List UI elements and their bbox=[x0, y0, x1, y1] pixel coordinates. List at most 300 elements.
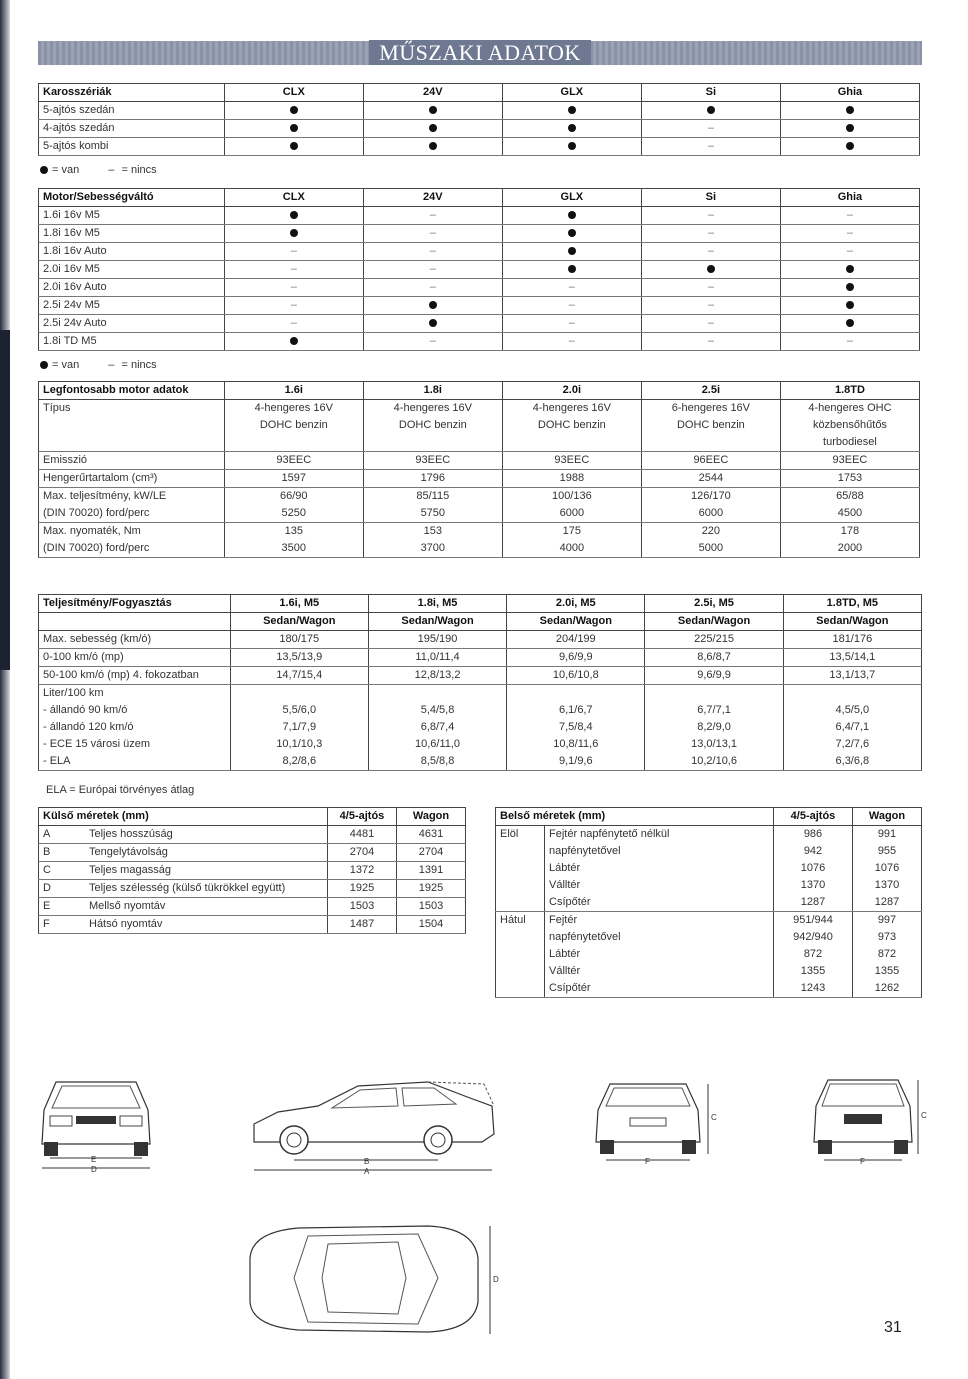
row-label: napfénytetővel bbox=[545, 929, 774, 946]
table-cell: 1487 bbox=[328, 916, 397, 934]
row-label: Válltér bbox=[545, 877, 774, 894]
row-group: Hátul bbox=[496, 912, 545, 930]
table-row bbox=[39, 400, 920, 418]
available-dot-icon bbox=[568, 142, 576, 150]
column-header: Külső méretek (mm) bbox=[39, 808, 328, 826]
column-header: CLX bbox=[224, 189, 363, 207]
row-label: Max. teljesítmény, kW/LE bbox=[39, 488, 225, 506]
table-row bbox=[496, 963, 922, 980]
table-row bbox=[39, 243, 920, 261]
table-row bbox=[39, 649, 922, 667]
table-cell bbox=[363, 138, 502, 156]
table-row bbox=[496, 912, 922, 930]
table-cell: 13,0/13,1 bbox=[645, 736, 783, 753]
available-dot-icon bbox=[846, 301, 854, 309]
table-cell: 1753 bbox=[780, 470, 919, 488]
table-row bbox=[496, 860, 922, 877]
table-cell bbox=[224, 297, 363, 315]
car-front-diagram bbox=[36, 1070, 156, 1176]
table-cell bbox=[641, 225, 780, 243]
available-dot-icon bbox=[707, 106, 715, 114]
car-side-diagram bbox=[248, 1072, 500, 1182]
row-group bbox=[496, 980, 545, 998]
table-cell bbox=[641, 207, 780, 225]
table-row bbox=[39, 736, 922, 753]
column-header: Si bbox=[641, 84, 780, 102]
table-cell bbox=[780, 333, 919, 351]
available-dot-icon bbox=[290, 211, 298, 219]
row-label: Emisszió bbox=[39, 452, 225, 470]
row-group bbox=[496, 894, 545, 912]
diagram-label-f: F bbox=[860, 1157, 865, 1166]
column-header: 4/5-ajtós bbox=[774, 808, 853, 826]
table-cell: 6,7/7,1 bbox=[645, 702, 783, 719]
not-available-dash: – bbox=[846, 209, 853, 221]
dimension-code: D bbox=[39, 880, 86, 898]
row-label: Csípőtér bbox=[545, 980, 774, 998]
not-available-dash: – bbox=[846, 227, 853, 239]
table-cell: 10,1/10,3 bbox=[230, 736, 368, 753]
table-cell bbox=[780, 279, 919, 297]
available-dot-icon bbox=[707, 265, 715, 273]
table-cell: 9,6/9,9 bbox=[645, 667, 783, 685]
table-cell: 93EEC bbox=[224, 452, 363, 470]
row-label: - ECE 15 városi üzem bbox=[39, 736, 231, 753]
available-dot-icon bbox=[290, 229, 298, 237]
table-cell: 942/940 bbox=[774, 929, 853, 946]
dot-icon bbox=[40, 166, 48, 174]
row-group bbox=[496, 946, 545, 963]
available-dot-icon bbox=[846, 319, 854, 327]
table-cell: 986 bbox=[774, 826, 853, 844]
not-available-dash: – bbox=[707, 209, 714, 221]
table-cell: 5,5/6,0 bbox=[230, 702, 368, 719]
row-group bbox=[496, 843, 545, 860]
row-label: - ELA bbox=[39, 753, 231, 771]
table-cell bbox=[363, 333, 502, 351]
table-cell bbox=[641, 297, 780, 315]
table-cell bbox=[780, 261, 919, 279]
table-cell: 10,8/11,6 bbox=[507, 736, 645, 753]
not-available-dash: – bbox=[429, 335, 436, 347]
dimension-label: Teljes szélesség (külső tükrökkel együtt) bbox=[85, 880, 328, 898]
table-row bbox=[39, 916, 466, 934]
dimension-label: Tengelytávolság bbox=[85, 844, 328, 862]
legend-dash: – bbox=[108, 164, 115, 176]
table-cell bbox=[230, 685, 368, 703]
available-dot-icon bbox=[846, 265, 854, 273]
table-row bbox=[39, 120, 920, 138]
page-edge-strip bbox=[0, 0, 10, 1379]
table-cell: 1355 bbox=[853, 963, 922, 980]
table-row bbox=[39, 719, 922, 736]
performance-table bbox=[38, 594, 922, 771]
table-cell: 991 bbox=[853, 826, 922, 844]
table-cell: DOHC benzin bbox=[641, 417, 780, 434]
table-row bbox=[496, 877, 922, 894]
table-cell: 4-hengeres OHC bbox=[780, 400, 919, 418]
table-cell: 1355 bbox=[774, 963, 853, 980]
table-cell: 1370 bbox=[853, 877, 922, 894]
row-label: - állandó 90 km/ó bbox=[39, 702, 231, 719]
legend-dash: – bbox=[108, 359, 115, 371]
table-cell: 4-hengeres 16V bbox=[224, 400, 363, 418]
table-cell bbox=[780, 243, 919, 261]
legend-dot-text: = van bbox=[52, 164, 80, 176]
table-row bbox=[496, 946, 922, 963]
not-available-dash: – bbox=[707, 227, 714, 239]
row-label: 2.5i 24v Auto bbox=[39, 315, 225, 333]
table-cell bbox=[502, 225, 641, 243]
diagram-label-a: A bbox=[364, 1167, 370, 1176]
available-dot-icon bbox=[290, 142, 298, 150]
table-cell bbox=[780, 207, 919, 225]
table-cell bbox=[641, 333, 780, 351]
table-cell bbox=[502, 261, 641, 279]
column-subheader: Sedan/Wagon bbox=[368, 613, 506, 631]
not-available-dash: – bbox=[290, 317, 297, 329]
table-cell: 2544 bbox=[641, 470, 780, 488]
table-cell: 8,5/8,8 bbox=[368, 753, 506, 771]
table-cell bbox=[363, 261, 502, 279]
not-available-dash: – bbox=[429, 263, 436, 275]
table-cell: 4481 bbox=[328, 826, 397, 844]
available-dot-icon bbox=[568, 247, 576, 255]
table-cell bbox=[224, 102, 363, 120]
table-cell bbox=[783, 685, 921, 703]
table-cell: 6,8/7,4 bbox=[368, 719, 506, 736]
table-row bbox=[39, 505, 920, 523]
table-row bbox=[39, 452, 920, 470]
table-cell: 4,5/5,0 bbox=[783, 702, 921, 719]
dimension-code: E bbox=[39, 898, 86, 916]
table-cell bbox=[780, 315, 919, 333]
table-cell: 2000 bbox=[780, 540, 919, 558]
table-cell: 9,6/9,9 bbox=[507, 649, 645, 667]
car-rear-diagram bbox=[588, 1078, 718, 1172]
table-cell: 6,3/6,8 bbox=[783, 753, 921, 771]
table-cell: 9,1/9,6 bbox=[507, 753, 645, 771]
table-cell bbox=[780, 138, 919, 156]
table-cell: 96EEC bbox=[641, 452, 780, 470]
table-row bbox=[39, 138, 920, 156]
dimension-code: C bbox=[39, 862, 86, 880]
table-cell: 5000 bbox=[641, 540, 780, 558]
table-cell: 8,6/8,7 bbox=[645, 649, 783, 667]
table-row bbox=[39, 826, 466, 844]
table-cell: 4500 bbox=[780, 505, 919, 523]
available-dot-icon bbox=[846, 142, 854, 150]
column-header: Karosszériák bbox=[39, 84, 225, 102]
engine-table bbox=[38, 188, 920, 351]
column-header: Ghia bbox=[780, 189, 919, 207]
row-label: Lábtér bbox=[545, 860, 774, 877]
available-dot-icon bbox=[568, 265, 576, 273]
table-cell bbox=[224, 315, 363, 333]
table-cell bbox=[641, 102, 780, 120]
not-available-dash: – bbox=[568, 335, 575, 347]
column-header: 1.8TD, M5 bbox=[783, 595, 921, 613]
available-dot-icon bbox=[568, 229, 576, 237]
table-cell bbox=[502, 315, 641, 333]
table-row bbox=[39, 333, 920, 351]
table-cell bbox=[780, 102, 919, 120]
table-cell: 8,2/9,0 bbox=[645, 719, 783, 736]
table-cell bbox=[502, 333, 641, 351]
available-dot-icon bbox=[429, 301, 437, 309]
column-header: CLX bbox=[224, 84, 363, 102]
table-cell: 1597 bbox=[224, 470, 363, 488]
table-cell: 1243 bbox=[774, 980, 853, 998]
available-dot-icon bbox=[846, 106, 854, 114]
not-available-dash: – bbox=[290, 245, 297, 257]
table-cell bbox=[224, 434, 363, 452]
column-header: 1.6i bbox=[224, 382, 363, 400]
table-row bbox=[39, 880, 466, 898]
dimension-code: F bbox=[39, 916, 86, 934]
table-cell: 1796 bbox=[363, 470, 502, 488]
table-cell: 5750 bbox=[363, 505, 502, 523]
table-cell: 11,0/11,4 bbox=[368, 649, 506, 667]
table-row bbox=[39, 297, 920, 315]
row-label: Csípőtér bbox=[545, 894, 774, 912]
dimension-label: Teljes hosszúság bbox=[85, 826, 328, 844]
interior-dimensions-table bbox=[495, 807, 922, 998]
table-cell: 13,1/13,7 bbox=[783, 667, 921, 685]
motor-data-table bbox=[38, 381, 920, 558]
not-available-dash: – bbox=[846, 245, 853, 257]
not-available-dash: – bbox=[568, 281, 575, 293]
table-cell bbox=[641, 120, 780, 138]
not-available-dash: – bbox=[707, 281, 714, 293]
table-row bbox=[39, 540, 920, 558]
table-cell: 100/136 bbox=[502, 488, 641, 506]
not-available-dash: – bbox=[290, 263, 297, 275]
table-cell: 872 bbox=[774, 946, 853, 963]
table-cell: 4000 bbox=[502, 540, 641, 558]
column-header: 1.8TD bbox=[780, 382, 919, 400]
table-cell bbox=[507, 685, 645, 703]
diagram-label-c: C bbox=[921, 1111, 927, 1120]
row-label: Fejtér napfénytető nélkül bbox=[545, 826, 774, 844]
table-row bbox=[39, 523, 920, 541]
available-dot-icon bbox=[429, 319, 437, 327]
row-label: Hengerűrtartalom (cm³) bbox=[39, 470, 225, 488]
table-cell bbox=[224, 207, 363, 225]
available-dot-icon bbox=[429, 124, 437, 132]
table-cell bbox=[363, 315, 502, 333]
column-header: Si bbox=[641, 189, 780, 207]
row-label bbox=[39, 417, 225, 434]
engine-legend bbox=[40, 359, 157, 371]
table-cell: 8,2/8,6 bbox=[230, 753, 368, 771]
table-row bbox=[496, 826, 922, 844]
table-cell bbox=[363, 207, 502, 225]
dimension-code: B bbox=[39, 844, 86, 862]
legend-dash-text: = nincs bbox=[121, 359, 157, 371]
table-cell: 1076 bbox=[853, 860, 922, 877]
body-style-table bbox=[38, 83, 920, 156]
table-cell: 5250 bbox=[224, 505, 363, 523]
table-cell bbox=[224, 261, 363, 279]
table-row bbox=[496, 843, 922, 860]
table-cell: 93EEC bbox=[780, 452, 919, 470]
available-dot-icon bbox=[290, 106, 298, 114]
row-label: 1.6i 16v M5 bbox=[39, 207, 225, 225]
table-cell: 10,6/10,8 bbox=[507, 667, 645, 685]
table-cell: 942 bbox=[774, 843, 853, 860]
page-title: MŰSZAKI ADATOK bbox=[369, 40, 591, 65]
table-cell: 2704 bbox=[328, 844, 397, 862]
table-cell: 1504 bbox=[397, 916, 466, 934]
table-cell: DOHC benzin bbox=[502, 417, 641, 434]
table-cell: 13,5/14,1 bbox=[783, 649, 921, 667]
table-cell: 1287 bbox=[853, 894, 922, 912]
table-cell bbox=[641, 434, 780, 452]
dimension-code: A bbox=[39, 826, 86, 844]
table-cell bbox=[645, 685, 783, 703]
column-header: Belső méretek (mm) bbox=[496, 808, 774, 826]
row-label: Fejtér bbox=[545, 912, 774, 930]
column-header: 1.6i, M5 bbox=[230, 595, 368, 613]
available-dot-icon bbox=[290, 124, 298, 132]
not-available-dash: – bbox=[568, 317, 575, 329]
table-cell: 153 bbox=[363, 523, 502, 541]
column-header: 2.5i, M5 bbox=[645, 595, 783, 613]
table-cell: 7,5/8,4 bbox=[507, 719, 645, 736]
diagram-label-c: C bbox=[711, 1113, 717, 1122]
table-cell: 1370 bbox=[774, 877, 853, 894]
table-cell: 955 bbox=[853, 843, 922, 860]
column-header: 2.5i bbox=[641, 382, 780, 400]
ela-note: ELA = Európai törvényes átlag bbox=[46, 784, 195, 796]
table-cell: közbensőhűtős bbox=[780, 417, 919, 434]
table-cell bbox=[363, 279, 502, 297]
diagram-label-e: E bbox=[91, 1155, 97, 1164]
row-group bbox=[496, 929, 545, 946]
column-subheader: Sedan/Wagon bbox=[507, 613, 645, 631]
table-cell bbox=[502, 434, 641, 452]
table-cell: 10,6/11,0 bbox=[368, 736, 506, 753]
table-cell: 1372 bbox=[328, 862, 397, 880]
table-cell: 13,5/13,9 bbox=[230, 649, 368, 667]
table-row bbox=[39, 207, 920, 225]
column-header: 2.0i, M5 bbox=[507, 595, 645, 613]
table-row bbox=[39, 417, 920, 434]
table-row bbox=[39, 434, 920, 452]
table-cell: 220 bbox=[641, 523, 780, 541]
table-cell: 4-hengeres 16V bbox=[502, 400, 641, 418]
table-cell: DOHC benzin bbox=[224, 417, 363, 434]
column-header: 24V bbox=[363, 84, 502, 102]
column-header: 1.8i bbox=[363, 382, 502, 400]
table-cell: DOHC benzin bbox=[363, 417, 502, 434]
diagram-label-d: D bbox=[91, 1165, 97, 1174]
table-row bbox=[39, 667, 922, 685]
table-cell bbox=[641, 261, 780, 279]
column-subheader: Sedan/Wagon bbox=[645, 613, 783, 631]
table-cell bbox=[502, 138, 641, 156]
diagram-label-b: B bbox=[364, 1157, 370, 1166]
row-label: 50-100 km/ó (mp) 4. fokozatban bbox=[39, 667, 231, 685]
column-header: 1.8i, M5 bbox=[368, 595, 506, 613]
table-cell bbox=[224, 243, 363, 261]
row-label: 2.5i 24v M5 bbox=[39, 297, 225, 315]
table-row bbox=[39, 898, 466, 916]
table-cell: 1076 bbox=[774, 860, 853, 877]
dot-icon bbox=[40, 361, 48, 369]
wagon-rear-diagram bbox=[806, 1076, 930, 1172]
available-dot-icon bbox=[846, 283, 854, 291]
dimension-label: Hátsó nyomtáv bbox=[85, 916, 328, 934]
row-label: 1.8i 16v M5 bbox=[39, 225, 225, 243]
table-cell: 181/176 bbox=[783, 631, 921, 649]
column-header: Ghia bbox=[780, 84, 919, 102]
table-row bbox=[39, 102, 920, 120]
table-cell bbox=[502, 207, 641, 225]
row-label: (DIN 70020) ford/perc bbox=[39, 505, 225, 523]
column-header: 2.0i bbox=[502, 382, 641, 400]
column-header: Wagon bbox=[397, 808, 466, 826]
not-available-dash: – bbox=[846, 335, 853, 347]
table-cell bbox=[502, 279, 641, 297]
not-available-dash: – bbox=[429, 209, 436, 221]
table-cell: 180/175 bbox=[230, 631, 368, 649]
table-cell: 3700 bbox=[363, 540, 502, 558]
row-group: Elöl bbox=[496, 826, 545, 844]
table-cell bbox=[641, 243, 780, 261]
page-number: 31 bbox=[884, 1319, 902, 1336]
table-cell bbox=[224, 279, 363, 297]
row-label: - állandó 120 km/ó bbox=[39, 719, 231, 736]
available-dot-icon bbox=[290, 337, 298, 345]
table-row bbox=[39, 753, 922, 771]
table-cell: 93EEC bbox=[502, 452, 641, 470]
table-cell bbox=[224, 120, 363, 138]
table-cell bbox=[224, 333, 363, 351]
table-cell: 6,1/6,7 bbox=[507, 702, 645, 719]
table-cell bbox=[224, 225, 363, 243]
column-header: Legfontosabb motor adatok bbox=[39, 382, 225, 400]
table-cell: 4-hengeres 16V bbox=[363, 400, 502, 418]
row-label bbox=[39, 434, 225, 452]
not-available-dash: – bbox=[290, 281, 297, 293]
row-label: 2.0i 16v M5 bbox=[39, 261, 225, 279]
table-cell: 6-hengeres 16V bbox=[641, 400, 780, 418]
table-cell: 3500 bbox=[224, 540, 363, 558]
table-cell: 4631 bbox=[397, 826, 466, 844]
row-label: (DIN 70020) ford/perc bbox=[39, 540, 225, 558]
table-row bbox=[39, 279, 920, 297]
column-header: Motor/Sebességváltó bbox=[39, 189, 225, 207]
column-header: 4/5-ajtós bbox=[328, 808, 397, 826]
table-row bbox=[39, 862, 466, 880]
row-label: Max. sebesség (km/ó) bbox=[39, 631, 231, 649]
table-row bbox=[39, 844, 466, 862]
not-available-dash: – bbox=[707, 245, 714, 257]
column-subheader: Sedan/Wagon bbox=[230, 613, 368, 631]
column-header: GLX bbox=[502, 84, 641, 102]
table-cell: 178 bbox=[780, 523, 919, 541]
row-label: 5-ajtós kombi bbox=[39, 138, 225, 156]
table-cell bbox=[641, 138, 780, 156]
table-cell bbox=[780, 120, 919, 138]
not-available-dash: – bbox=[707, 317, 714, 329]
not-available-dash: – bbox=[707, 122, 714, 134]
row-group bbox=[496, 860, 545, 877]
table-cell: 65/88 bbox=[780, 488, 919, 506]
body-legend bbox=[40, 164, 157, 176]
